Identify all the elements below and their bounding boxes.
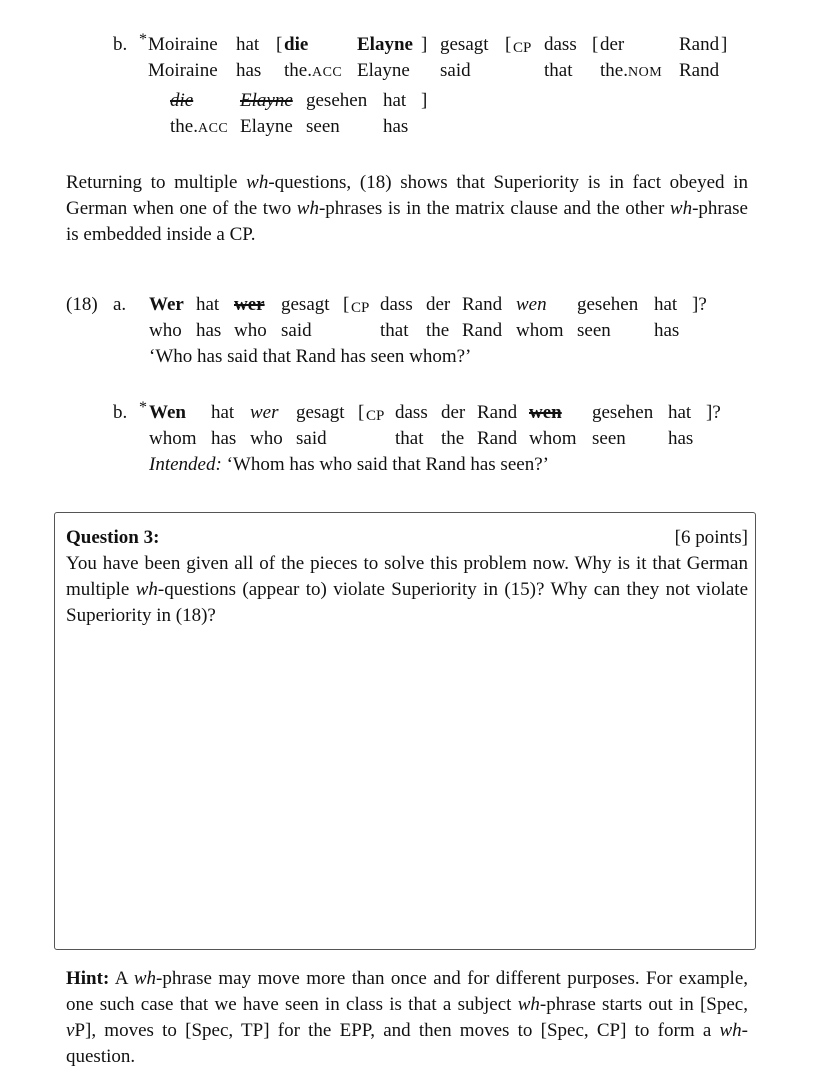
gloss-whom: whom xyxy=(149,428,197,449)
gloss-has: has xyxy=(236,60,262,81)
word-wer: wer xyxy=(250,402,279,423)
question-text: You have been given all of the pieces to solve this problem now. Why is it that German multiple wh-questions (appear to) violate Superiority in (15)? Why can they not violate Superiority in (18)? xyxy=(66,553,749,626)
example-number: (18) xyxy=(66,294,98,315)
gloss-rand: Rand xyxy=(679,60,720,81)
word-rand: Rand xyxy=(679,34,720,55)
gloss-the: the xyxy=(426,320,450,341)
bracket-open-dp: [ xyxy=(592,34,599,55)
example-label-a: a. xyxy=(113,294,127,315)
bracket-close: ] xyxy=(421,90,428,111)
word-gesehen: gesehen xyxy=(592,402,654,423)
word-dass: dass xyxy=(544,34,577,55)
gloss-who: who xyxy=(250,428,283,449)
word-die-struck: die xyxy=(170,90,194,111)
word-wen: Wen xyxy=(149,402,186,423)
word-dass: dass xyxy=(395,402,428,423)
gloss-has: has xyxy=(654,320,680,341)
gloss-the-acc: the.ACC xyxy=(284,60,343,81)
gloss-seen: seen xyxy=(577,320,611,341)
gloss-elayne: Elayne xyxy=(240,116,293,137)
word-der: der xyxy=(600,34,625,55)
word-gesehen: gesehen xyxy=(577,294,639,315)
word-dass: dass xyxy=(380,294,413,315)
gloss-the: the xyxy=(441,428,465,449)
word-wen: wen xyxy=(516,294,547,315)
gloss-elayne: Elayne xyxy=(357,60,410,81)
word-rand: Rand xyxy=(462,294,503,315)
body-paragraph: Returning to multiple wh-questions, (18) shows that Superiority is in fact obeyed in German when one of the two wh-phrases is in the matrix clause and the other wh-phrase is embedded inside a CP. xyxy=(66,172,748,245)
gloss-rand: Rand xyxy=(462,320,503,341)
hint-label: Hint: xyxy=(66,968,110,989)
gloss-whom: whom xyxy=(529,428,577,449)
word-hat: hat xyxy=(236,34,260,55)
gloss-said: said xyxy=(281,320,312,341)
word-hat: hat xyxy=(654,294,678,315)
gloss-that: that xyxy=(380,320,409,341)
bracket-close-question: ]? xyxy=(706,402,721,423)
question-header xyxy=(66,525,748,551)
gloss-seen: seen xyxy=(592,428,626,449)
bracket-close: ] xyxy=(421,34,428,55)
example-label: b. xyxy=(113,34,128,55)
gloss-whom: whom xyxy=(516,320,564,341)
gloss-that: that xyxy=(544,60,573,81)
word-hat: hat xyxy=(211,402,235,423)
word-die: die xyxy=(284,34,309,55)
gloss-rand: Rand xyxy=(477,428,518,449)
bracket-open-cp: [ xyxy=(505,34,512,55)
word-gesagt: gesagt xyxy=(440,34,489,55)
word-wer: Wer xyxy=(149,294,184,315)
word-rand: Rand xyxy=(477,402,518,423)
translation-b: Intended: ‘Whom has who said that Rand has seen?’ xyxy=(149,454,549,475)
ungrammatical-star: * xyxy=(139,31,147,48)
word-gesehen: gesehen xyxy=(306,90,368,111)
translation-a: ‘Who has said that Rand has seen whom?’ xyxy=(149,346,472,367)
word-hat: hat xyxy=(383,90,407,111)
bracket-open: [ xyxy=(276,34,283,55)
bracket-open-cp: [ xyxy=(343,294,350,315)
gloss-has: has xyxy=(196,320,222,341)
word-elayne: Elayne xyxy=(357,34,413,55)
gloss-said: said xyxy=(440,60,471,81)
gloss-has: has xyxy=(211,428,237,449)
word-der: der xyxy=(426,294,451,315)
word-hat: hat xyxy=(668,402,692,423)
word-moiraine: Moiraine xyxy=(148,34,218,55)
example-label-b: b. xyxy=(113,402,128,423)
bracket-open-cp: [ xyxy=(358,402,365,423)
gloss-who: who xyxy=(149,320,182,341)
gloss-has: has xyxy=(668,428,694,449)
bracket-close-dp: ] xyxy=(721,34,728,55)
cp-subscript: CP xyxy=(366,408,385,424)
word-elayne-struck: Elayne xyxy=(240,90,293,111)
gloss-seen: seen xyxy=(306,116,340,137)
gloss-who: who xyxy=(234,320,267,341)
gloss-has: has xyxy=(383,116,409,137)
word-hat: hat xyxy=(196,294,220,315)
word-gesagt: gesagt xyxy=(296,402,345,423)
cp-subscript: CP xyxy=(351,300,370,316)
gloss-the-nom: the.NOM xyxy=(600,60,663,81)
word-wer-struck: wer xyxy=(234,294,265,315)
question-title: Question 3: xyxy=(66,527,160,548)
word-wen-struck: wen xyxy=(529,402,562,423)
gloss-that: that xyxy=(395,428,424,449)
question-points: [6 points] xyxy=(674,527,748,548)
gloss-the-acc: the.ACC xyxy=(170,116,229,137)
bracket-close-question: ]? xyxy=(692,294,707,315)
gloss-moiraine: Moiraine xyxy=(148,60,218,81)
cp-subscript: CP xyxy=(513,40,532,56)
gloss-said: said xyxy=(296,428,327,449)
hint-paragraph: Hint: A wh-phrase may move more than once and for different purposes. For example, one such case that we have seen in class is that a subject wh-phrase starts out in [Spec, vP], moves to [Spec, TP] for the EPP, and then moves to [Spec, CP] to form a wh-question. xyxy=(66,968,749,1067)
word-gesagt: gesagt xyxy=(281,294,330,315)
ungrammatical-star: * xyxy=(139,399,147,416)
word-der: der xyxy=(441,402,466,423)
